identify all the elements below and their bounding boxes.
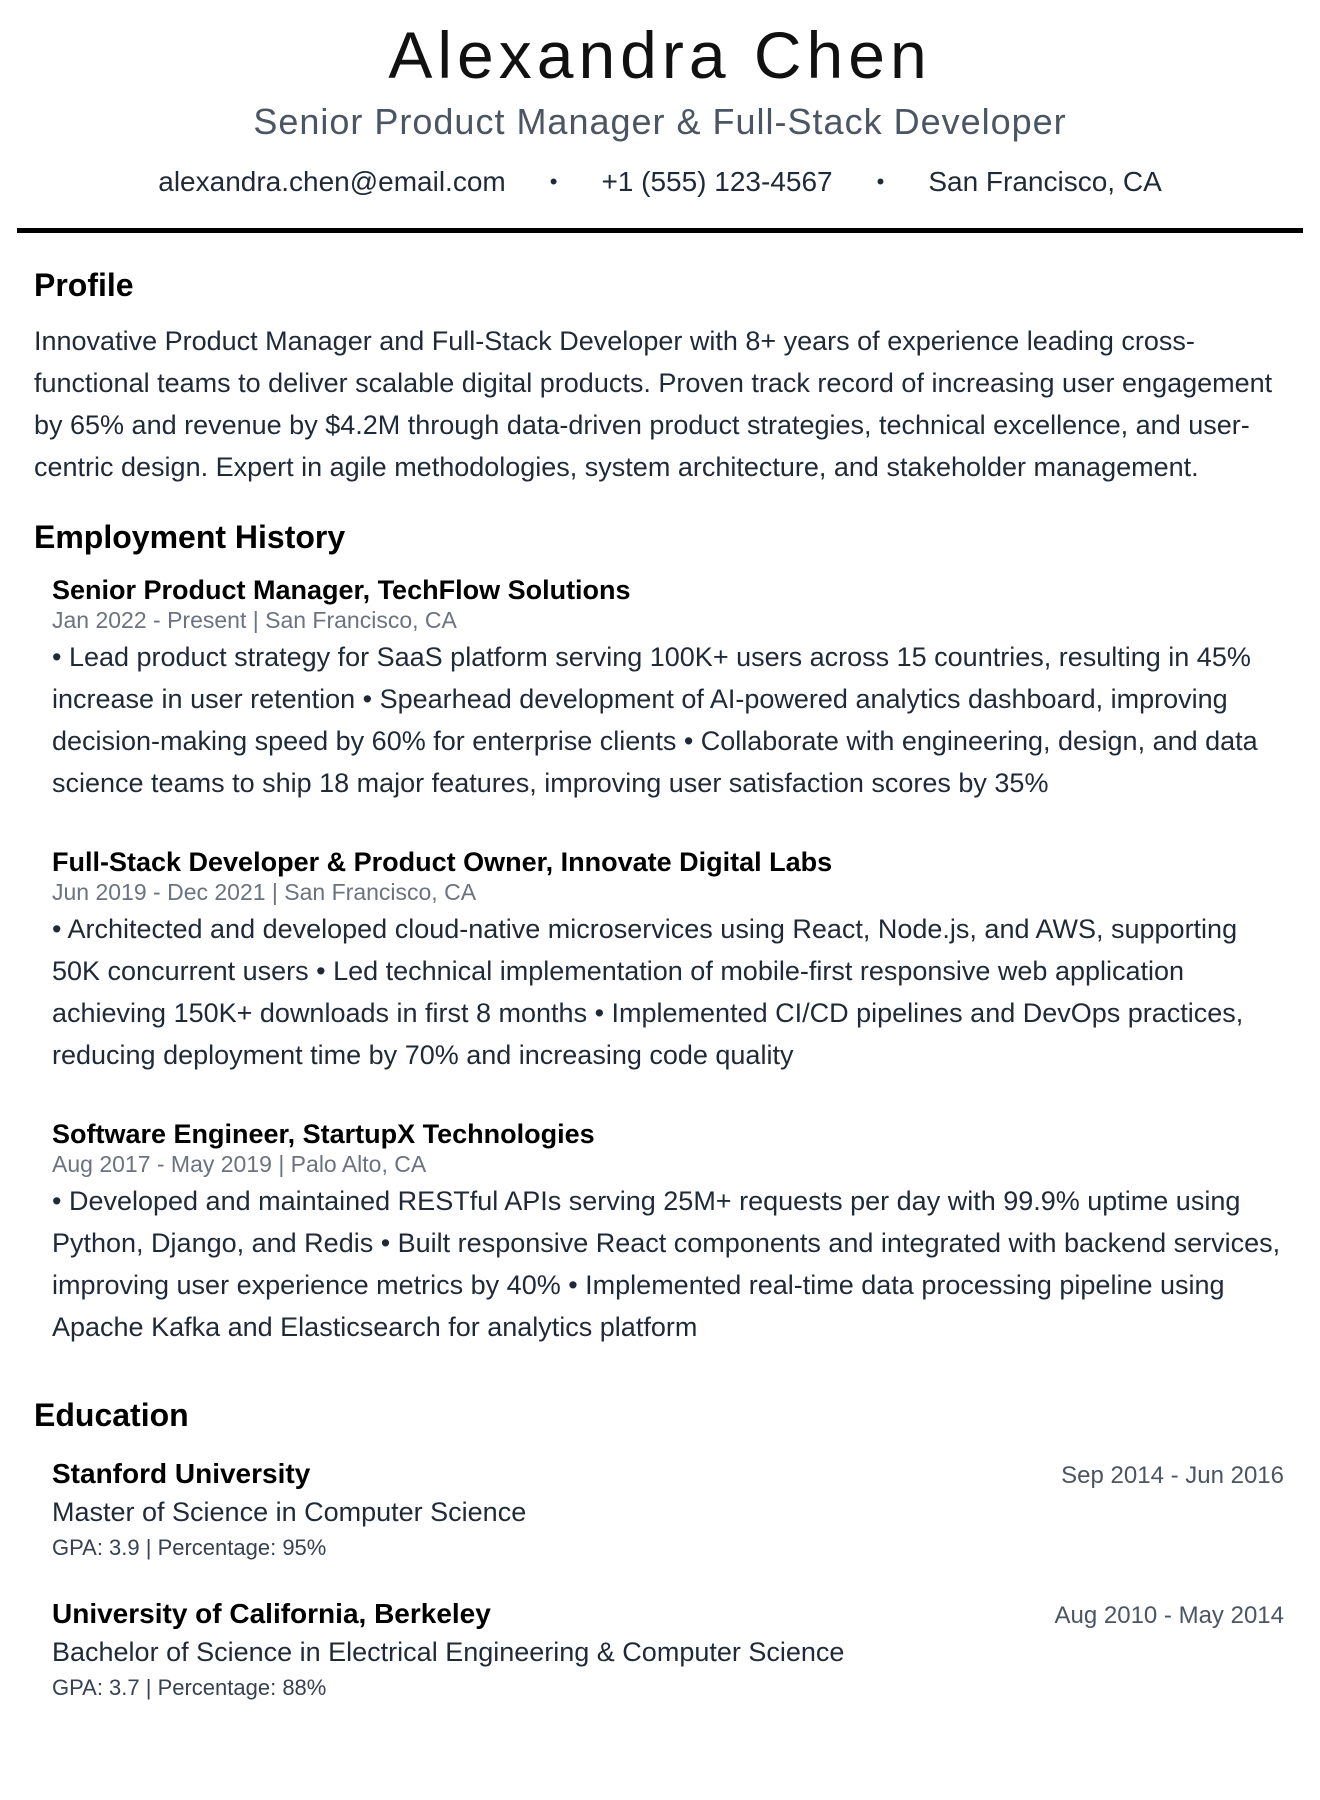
email-text[interactable]: alexandra.chen@email.com — [158, 166, 506, 197]
candidate-title: Senior Product Manager & Full-Stack Developer — [253, 101, 1067, 142]
job-list — [34, 574, 1284, 1348]
job-entry — [52, 1118, 1284, 1348]
gpa-text: GPA: 3.7 | Percentage: 88% — [52, 1675, 327, 1700]
job-title: Full-Stack Developer & Product Owner, Innovate Digital Labs — [52, 847, 833, 877]
job-meta: Jan 2022 - Present | San Francisco, CA — [52, 607, 457, 633]
gpa-text: GPA: 3.9 | Percentage: 95% — [52, 1535, 327, 1560]
job-title: Senior Product Manager, TechFlow Solutions — [52, 575, 631, 605]
education-dates: Sep 2014 - Jun 2016 — [1061, 1462, 1284, 1489]
education-dates: Aug 2010 - May 2014 — [1054, 1602, 1284, 1629]
degree-name: Bachelor of Science in Electrical Engineering & Computer Science — [52, 1637, 845, 1667]
contact-separator: • — [549, 169, 558, 194]
education-section — [34, 1392, 1284, 1704]
school-name: University of California, Berkeley — [52, 1598, 491, 1629]
resume-body — [34, 262, 1284, 1704]
phone-text[interactable]: +1 (555) 123-4567 — [601, 166, 833, 197]
header-divider — [17, 228, 1303, 233]
job-title: Software Engineer, StartupX Technologies — [52, 1119, 595, 1149]
education-header — [52, 1456, 1284, 1492]
education-entry — [52, 1456, 1284, 1564]
location-text: San Francisco, CA — [928, 166, 1162, 197]
education-entry — [52, 1596, 1284, 1704]
education-header — [52, 1596, 1284, 1632]
job-meta: Jun 2019 - Dec 2021 | San Francisco, CA — [52, 879, 477, 905]
profile-section — [34, 262, 1284, 488]
section-heading: Employment History — [34, 519, 346, 555]
job-entry — [52, 574, 1284, 804]
candidate-name: Alexandra Chen — [388, 18, 932, 92]
job-description: • Developed and maintained RESTful APIs serving 25M+ requests per day with 99.9% uptime using Python, Django, and Redis • Built responsive React components and integrated with backend services, improving user experience metrics by 40% • Implemented real-time data processing pipeline using Apache Kafka and Elasticsearch for analytics platform — [52, 1186, 1281, 1342]
contact-line — [0, 164, 1320, 200]
section-heading: Education — [34, 1397, 189, 1433]
school-name: Stanford University — [52, 1458, 311, 1489]
section-heading: Profile — [34, 267, 134, 303]
job-description: • Architected and developed cloud-native microservices using React, Node.js, and AWS, supporting 50K concurrent users • Led technical implementation of mobile-first responsive web application achieving 150K+ downloads in first 8 months • Implemented CI/CD pipelines and DevOps practices, reducing deployment time by 70% and increasing code quality — [52, 914, 1244, 1070]
education-list — [34, 1456, 1284, 1704]
contact-separator: • — [876, 169, 885, 194]
employment-section — [34, 514, 1284, 1348]
job-description: • Lead product strategy for SaaS platform serving 100K+ users across 15 countries, resulting in 45% increase in user retention • Spearhead development of AI-powered analytics dashboard, improving decision-making speed by 60% for enterprise clients • Collaborate with engineering, design, and data science teams to ship 18 major features, improving user satisfaction scores by 35% — [52, 642, 1258, 798]
job-entry — [52, 846, 1284, 1076]
degree-name: Master of Science in Computer Science — [52, 1497, 527, 1527]
resume-header — [0, 0, 1320, 200]
profile-summary: Innovative Product Manager and Full-Stack Developer with 8+ years of experience leading cross-functional teams to deliver scalable digital products. Proven track record of increasing user engagement by 65% and revenue by $4.2M through data-driven product strategies, technical excellence, and user-centric design. Expert in agile methodologies, system architecture, and stakeholder management. — [34, 326, 1273, 482]
job-meta: Aug 2017 - May 2019 | Palo Alto, CA — [52, 1151, 427, 1177]
